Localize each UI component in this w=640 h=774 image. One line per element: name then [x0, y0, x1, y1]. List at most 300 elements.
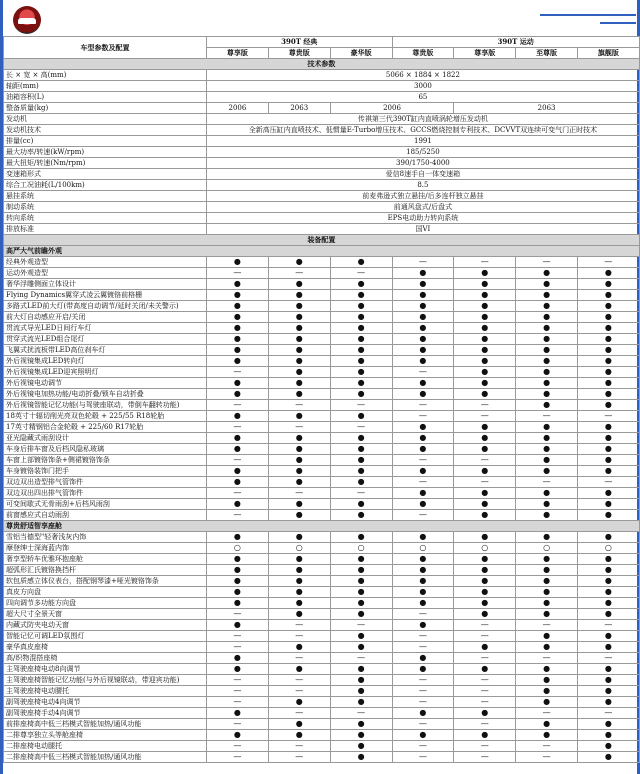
standard-dot: ●	[454, 433, 516, 444]
standard-dot: ●	[454, 488, 516, 499]
standard-dot: ●	[207, 334, 269, 345]
trim-header: 尊贵版	[392, 48, 454, 59]
standard-dot: ●	[268, 389, 330, 400]
standard-dot: ●	[330, 290, 392, 301]
row-label: 主驾驶座椅电动腰托	[4, 686, 207, 697]
optional-circle: ○	[392, 543, 454, 554]
standard-dot: ●	[207, 730, 269, 741]
spec-value: 65	[207, 92, 640, 103]
standard-dot: ●	[268, 719, 330, 730]
standard-dot: ●	[516, 609, 578, 620]
table-row	[4, 70, 640, 81]
standard-dot: ●	[207, 444, 269, 455]
unavailable-dash: —	[392, 400, 454, 411]
unavailable-dash: —	[392, 697, 454, 708]
row-label: 亚光隐藏式雨刮设计	[4, 433, 207, 444]
row-label: 摩登绅士深海蓝内饰	[4, 543, 207, 554]
spec-value: 2063	[454, 103, 640, 114]
standard-dot: ●	[516, 686, 578, 697]
table-row	[4, 411, 640, 422]
standard-dot: ●	[330, 631, 392, 642]
standard-dot: ●	[330, 257, 392, 268]
unavailable-dash: —	[392, 719, 454, 730]
row-label: 奢华浮雕侧面立体设计	[4, 279, 207, 290]
standard-dot: ●	[454, 466, 516, 477]
standard-dot: ●	[330, 510, 392, 521]
trim-header: 尊享版	[454, 48, 516, 59]
standard-dot: ●	[516, 444, 578, 455]
unavailable-dash: —	[392, 477, 454, 488]
standard-dot: ●	[454, 268, 516, 279]
standard-dot: ●	[207, 345, 269, 356]
table-row	[4, 257, 640, 268]
table-row	[4, 565, 640, 576]
unavailable-dash: —	[268, 400, 330, 411]
decorative-line	[540, 14, 636, 16]
table-row	[4, 455, 640, 466]
standard-dot: ●	[516, 268, 578, 279]
header-row-groups	[4, 37, 640, 48]
standard-dot: ●	[516, 312, 578, 323]
spec-value: 5066 × 1884 × 1822	[207, 70, 640, 81]
standard-dot: ●	[577, 752, 639, 763]
standard-dot: ●	[330, 675, 392, 686]
row-label: 外后视镜智能记忆功能(与驾驶座联动，带倒车翻转功能)	[4, 400, 207, 411]
subsection-header-row	[4, 246, 640, 257]
spec-value: EPS电动助力转向系统	[207, 213, 640, 224]
table-row	[4, 400, 640, 411]
table-row	[4, 510, 640, 521]
unavailable-dash: —	[577, 708, 639, 719]
unavailable-dash: —	[268, 708, 330, 719]
standard-dot: ●	[516, 532, 578, 543]
unavailable-dash: —	[268, 422, 330, 433]
standard-dot: ●	[516, 356, 578, 367]
spec-value: 爱信8速手自一体变速箱	[207, 169, 640, 180]
group-header: 390T 运动	[392, 37, 639, 48]
spec-value: 2006	[207, 103, 269, 114]
table-row	[4, 554, 640, 565]
standard-dot: ●	[268, 257, 330, 268]
standard-dot: ●	[516, 290, 578, 301]
unavailable-dash: —	[577, 257, 639, 268]
unavailable-dash: —	[207, 642, 269, 653]
standard-dot: ●	[392, 422, 454, 433]
row-label: 四向调节多功能方向盘	[4, 598, 207, 609]
table-row	[4, 675, 640, 686]
standard-dot: ●	[392, 444, 454, 455]
optional-circle: ○	[268, 543, 330, 554]
standard-dot: ●	[392, 334, 454, 345]
standard-dot: ●	[577, 268, 639, 279]
spec-value: 前通风盘式/后盘式	[207, 202, 640, 213]
standard-dot: ●	[392, 268, 454, 279]
unavailable-dash: —	[454, 741, 516, 752]
optional-circle: ○	[516, 543, 578, 554]
optional-circle: ○	[330, 543, 392, 554]
row-label: 发动机	[4, 114, 207, 125]
standard-dot: ●	[268, 697, 330, 708]
table-row	[4, 334, 640, 345]
standard-dot: ●	[392, 301, 454, 312]
row-label: 排放标准	[4, 224, 207, 235]
table-row	[4, 103, 640, 114]
standard-dot: ●	[268, 664, 330, 675]
standard-dot: ●	[516, 367, 578, 378]
standard-dot: ●	[268, 565, 330, 576]
unavailable-dash: —	[207, 510, 269, 521]
standard-dot: ●	[516, 675, 578, 686]
unavailable-dash: —	[207, 455, 269, 466]
unavailable-dash: —	[207, 741, 269, 752]
table-row	[4, 180, 640, 191]
unavailable-dash: —	[207, 719, 269, 730]
standard-dot: ●	[268, 290, 330, 301]
standard-dot: ●	[207, 598, 269, 609]
standard-dot: ●	[577, 741, 639, 752]
spec-value: 185/5250	[207, 147, 640, 158]
unavailable-dash: —	[392, 741, 454, 752]
row-label: 长 × 宽 × 高(mm)	[4, 70, 207, 81]
unavailable-dash: —	[330, 488, 392, 499]
table-row	[4, 213, 640, 224]
standard-dot: ●	[577, 312, 639, 323]
row-label: 超弧形汇氏镀铬换挡杆	[4, 565, 207, 576]
section-title: 高严大气前瞻外观	[4, 246, 640, 257]
section-title: 装备配置	[4, 235, 640, 246]
unavailable-dash: —	[392, 609, 454, 620]
group-header: 390T 经典	[207, 37, 393, 48]
standard-dot: ●	[207, 433, 269, 444]
standard-dot: ●	[268, 323, 330, 334]
unavailable-dash: —	[268, 631, 330, 642]
unavailable-dash: —	[392, 631, 454, 642]
standard-dot: ●	[577, 455, 639, 466]
table-row	[4, 444, 640, 455]
row-label: 最大扭矩/转速(Nm/rpm)	[4, 158, 207, 169]
row-label: 超大尺寸全景天窗	[4, 609, 207, 620]
table-row	[4, 290, 640, 301]
row-label: 外后视镜电加热功能/电动折叠/锁车自动折叠	[4, 389, 207, 400]
table-row	[4, 730, 640, 741]
standard-dot: ●	[330, 477, 392, 488]
standard-dot: ●	[330, 433, 392, 444]
row-label: 转向系统	[4, 213, 207, 224]
row-label: 双边双出四出排气管饰件	[4, 488, 207, 499]
table-row	[4, 191, 640, 202]
table-row	[4, 686, 640, 697]
unavailable-dash: —	[516, 620, 578, 631]
row-label: 排量(cc)	[4, 136, 207, 147]
table-row	[4, 378, 640, 389]
trim-header: 至尊版	[516, 48, 578, 59]
row-label: 智能记忆可调LED氛围灯	[4, 631, 207, 642]
standard-dot: ●	[268, 730, 330, 741]
row-label: 主驾驶座椅智能记忆功能(与外后视镜联动，带迎宾功能)	[4, 675, 207, 686]
table-row	[4, 114, 640, 125]
standard-dot: ●	[516, 389, 578, 400]
unavailable-dash: —	[330, 708, 392, 719]
standard-dot: ●	[516, 400, 578, 411]
standard-dot: ●	[268, 411, 330, 422]
unavailable-dash: —	[516, 411, 578, 422]
standard-dot: ●	[268, 345, 330, 356]
standard-dot: ●	[454, 554, 516, 565]
standard-dot: ●	[454, 323, 516, 334]
row-label: 软包质感立体仪表台，搭配钢琴漆+哑光镀铬饰条	[4, 576, 207, 587]
standard-dot: ●	[516, 455, 578, 466]
standard-dot: ●	[330, 532, 392, 543]
unavailable-dash: —	[577, 620, 639, 631]
table-row	[4, 499, 640, 510]
standard-dot: ●	[577, 345, 639, 356]
row-label: 外后视镜电动调节	[4, 378, 207, 389]
standard-dot: ●	[577, 697, 639, 708]
table-row	[4, 664, 640, 675]
standard-dot: ●	[577, 499, 639, 510]
row-label: 雪铝当德型"轻奢浅灰内饰	[4, 532, 207, 543]
unavailable-dash: —	[392, 642, 454, 653]
row-label: 外后视镜集成LED转向灯	[4, 356, 207, 367]
row-label: 综合工况油耗(L/100km)	[4, 180, 207, 191]
standard-dot: ●	[454, 367, 516, 378]
row-label: 发动机技术	[4, 125, 207, 136]
row-label: 运动外观造型	[4, 268, 207, 279]
standard-dot: ●	[392, 356, 454, 367]
table-row	[4, 345, 640, 356]
standard-dot: ●	[330, 455, 392, 466]
standard-dot: ●	[268, 444, 330, 455]
section-title: 尊贵舒适智享座舱	[4, 521, 640, 532]
unavailable-dash: —	[207, 609, 269, 620]
standard-dot: ●	[330, 444, 392, 455]
standard-dot: ●	[577, 422, 639, 433]
table-row	[4, 741, 640, 752]
row-label: 二排尊享独立头等舱座椅	[4, 730, 207, 741]
row-label: 油箱容积(L)	[4, 92, 207, 103]
table-row	[4, 631, 640, 642]
unavailable-dash: —	[454, 257, 516, 268]
unavailable-dash: —	[454, 752, 516, 763]
standard-dot: ●	[207, 389, 269, 400]
standard-dot: ●	[516, 334, 578, 345]
table-row	[4, 532, 640, 543]
header-bar	[3, 0, 637, 34]
standard-dot: ●	[330, 301, 392, 312]
row-label: 外后视镜集成LED迎宾照明灯	[4, 367, 207, 378]
unavailable-dash: —	[268, 752, 330, 763]
standard-dot: ●	[516, 730, 578, 741]
standard-dot: ●	[330, 609, 392, 620]
standard-dot: ●	[330, 466, 392, 477]
unavailable-dash: —	[454, 477, 516, 488]
standard-dot: ●	[330, 279, 392, 290]
row-label: 前窗感应式自动雨刮	[4, 510, 207, 521]
standard-dot: ●	[268, 642, 330, 653]
standard-dot: ●	[330, 356, 392, 367]
spec-value: 1991	[207, 136, 640, 147]
unavailable-dash: —	[516, 653, 578, 664]
standard-dot: ●	[207, 323, 269, 334]
standard-dot: ●	[516, 378, 578, 389]
unavailable-dash: —	[330, 653, 392, 664]
standard-dot: ●	[268, 587, 330, 598]
row-label: 高/织物混搭座椅	[4, 653, 207, 664]
standard-dot: ●	[392, 565, 454, 576]
standard-dot: ●	[516, 697, 578, 708]
spec-value: 8.5	[207, 180, 640, 191]
row-label: Flying Dynamics翼穿式凌云翼镀铬前格栅	[4, 290, 207, 301]
standard-dot: ●	[268, 312, 330, 323]
standard-dot: ●	[577, 466, 639, 477]
standard-dot: ●	[577, 675, 639, 686]
standard-dot: ●	[454, 730, 516, 741]
unavailable-dash: —	[330, 400, 392, 411]
unavailable-dash: —	[392, 257, 454, 268]
unavailable-dash: —	[207, 686, 269, 697]
unavailable-dash: —	[392, 752, 454, 763]
standard-dot: ●	[207, 499, 269, 510]
spec-value: 2006	[330, 103, 454, 114]
unavailable-dash: —	[516, 741, 578, 752]
table-row	[4, 620, 640, 631]
row-label: 二排座椅高中低三档模式智能加热/通风功能	[4, 752, 207, 763]
standard-dot: ●	[392, 312, 454, 323]
standard-dot: ●	[454, 642, 516, 653]
standard-dot: ●	[454, 708, 516, 719]
table-row	[4, 543, 640, 554]
standard-dot: ●	[516, 488, 578, 499]
standard-dot: ●	[454, 290, 516, 301]
unavailable-dash: —	[268, 741, 330, 752]
standard-dot: ●	[577, 356, 639, 367]
standard-dot: ●	[454, 532, 516, 543]
standard-dot: ●	[330, 719, 392, 730]
standard-dot: ●	[268, 510, 330, 521]
row-label: 副驾驶座椅电动4向调节	[4, 697, 207, 708]
standard-dot: ●	[268, 598, 330, 609]
table-row	[4, 708, 640, 719]
standard-dot: ●	[577, 290, 639, 301]
spec-value: 国VI	[207, 224, 640, 235]
row-label: 副驾驶座椅手动4向调节	[4, 708, 207, 719]
standard-dot: ●	[207, 411, 269, 422]
standard-dot: ●	[330, 554, 392, 565]
standard-dot: ●	[268, 301, 330, 312]
standard-dot: ●	[516, 301, 578, 312]
standard-dot: ●	[330, 598, 392, 609]
standard-dot: ●	[577, 609, 639, 620]
standard-dot: ●	[392, 389, 454, 400]
table-row	[4, 576, 640, 587]
section-header-row	[4, 235, 640, 246]
standard-dot: ●	[330, 378, 392, 389]
standard-dot: ●	[330, 334, 392, 345]
standard-dot: ●	[454, 279, 516, 290]
table-row	[4, 136, 640, 147]
row-label: 制动系统	[4, 202, 207, 213]
standard-dot: ●	[577, 444, 639, 455]
standard-dot: ●	[392, 279, 454, 290]
unavailable-dash: —	[454, 455, 516, 466]
standard-dot: ●	[268, 367, 330, 378]
unavailable-dash: —	[207, 268, 269, 279]
table-row	[4, 477, 640, 488]
standard-dot: ●	[268, 499, 330, 510]
row-label: 可变间歇式无骨雨刮+后档风雨刮	[4, 499, 207, 510]
unavailable-dash: —	[330, 422, 392, 433]
table-row	[4, 81, 640, 92]
unavailable-dash: —	[577, 411, 639, 422]
row-label: 豪华真皮座椅	[4, 642, 207, 653]
standard-dot: ●	[330, 752, 392, 763]
standard-dot: ●	[392, 587, 454, 598]
standard-dot: ●	[330, 367, 392, 378]
standard-dot: ●	[330, 312, 392, 323]
unavailable-dash: —	[207, 675, 269, 686]
row-label: 贯穿式流光LED组合尾灯	[4, 334, 207, 345]
row-label: 内藏式防夹电动天窗	[4, 620, 207, 631]
optional-circle: ○	[577, 543, 639, 554]
standard-dot: ●	[330, 499, 392, 510]
row-label: 悬挂系统	[4, 191, 207, 202]
table-row	[4, 488, 640, 499]
row-label: 经典外观造型	[4, 257, 207, 268]
unavailable-dash: —	[392, 411, 454, 422]
spec-value: 2063	[268, 103, 330, 114]
table-row	[4, 466, 640, 477]
standard-dot: ●	[268, 532, 330, 543]
standard-dot: ●	[392, 730, 454, 741]
trim-header: 旗舰版	[577, 48, 639, 59]
optional-circle: ○	[454, 543, 516, 554]
row-label: 17英寸精钢铝合金轮毂 + 225/60 R17轮胎	[4, 422, 207, 433]
standard-dot: ●	[516, 323, 578, 334]
spec-table	[3, 36, 640, 763]
table-row	[4, 202, 640, 213]
standard-dot: ●	[392, 653, 454, 664]
standard-dot: ●	[516, 664, 578, 675]
unavailable-dash: —	[392, 675, 454, 686]
standard-dot: ●	[516, 576, 578, 587]
standard-dot: ●	[577, 576, 639, 587]
standard-dot: ●	[516, 631, 578, 642]
unavailable-dash: —	[577, 477, 639, 488]
unavailable-dash: —	[207, 631, 269, 642]
standard-dot: ●	[454, 301, 516, 312]
standard-dot: ●	[207, 653, 269, 664]
table-row	[4, 323, 640, 334]
standard-dot: ●	[454, 356, 516, 367]
unavailable-dash: —	[330, 268, 392, 279]
standard-dot: ●	[268, 576, 330, 587]
table-row	[4, 356, 640, 367]
trim-header: 豪华版	[330, 48, 392, 59]
standard-dot: ●	[330, 576, 392, 587]
standard-dot: ●	[392, 598, 454, 609]
table-row	[4, 169, 640, 180]
unavailable-dash: —	[392, 367, 454, 378]
standard-dot: ●	[516, 433, 578, 444]
standard-dot: ●	[392, 620, 454, 631]
standard-dot: ●	[516, 345, 578, 356]
standard-dot: ●	[207, 554, 269, 565]
spec-value: 全新高压缸内直喷技术、低惯量E-Turbo增压技术、GCCS燃烧控制专利技术、DCVVT双连续可变气门正时技术	[207, 125, 640, 136]
standard-dot: ●	[330, 411, 392, 422]
standard-dot: ●	[454, 444, 516, 455]
standard-dot: ●	[207, 301, 269, 312]
standard-dot: ●	[454, 378, 516, 389]
